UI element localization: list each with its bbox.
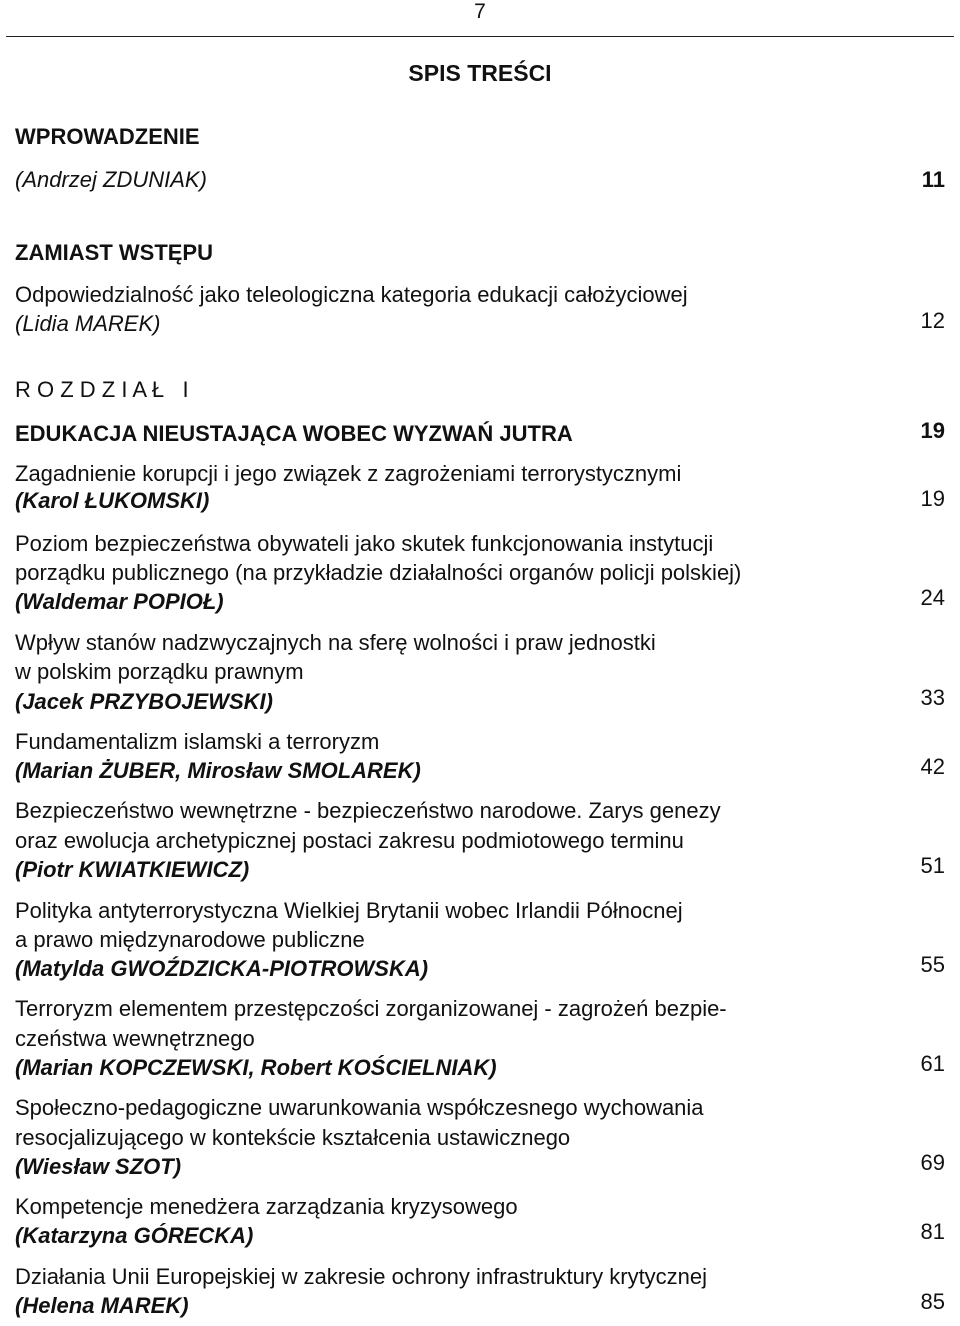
toc-entry-title: Polityka antyterrorystyczna Wielkiej Brytanii wobec Irlandii Północnej [15, 898, 683, 923]
toc-author: (Karol ŁUKOMSKI) [15, 488, 210, 513]
toc-entry-title: Fundamentalizm islamski a terroryzm [15, 729, 380, 754]
toc-author: (Marian KOPCZEWSKI, Robert KOŚCIELNIAK) [15, 1055, 497, 1080]
toc-entry-title: Odpowiedzialność jako teleologiczna kategoria edukacji całożyciowej [15, 282, 688, 307]
toc-entry-title: a prawo międzynarodowe publiczne [15, 927, 365, 952]
toc-entry-title: porządku publicznego (na przykładzie działalności organów policji polskiej) [15, 560, 742, 585]
toc-entry-title: oraz ewolucja archetypicznej postaci zakresu podmiotowego terminu [15, 828, 684, 853]
toc-page-number: 51 [920, 853, 945, 878]
toc-entry-title: w polskim porządku prawnym [15, 659, 304, 684]
toc-page-number: 19 [920, 418, 945, 443]
toc-page-number: 33 [920, 685, 945, 710]
toc-entry-title: Społeczno-pedagogiczne uwarunkowania współczesnego wychowania [15, 1095, 704, 1120]
toc-author: (Piotr KWIATKIEWICZ) [15, 857, 250, 882]
toc-page-number: 69 [920, 1150, 945, 1175]
toc-section-title: WPROWADZENIE [15, 124, 200, 149]
toc-entry-title: Kompetencje menedżera zarządzania kryzysowego [15, 1194, 518, 1219]
toc-page-number: 12 [920, 308, 945, 333]
toc-page-number: 81 [920, 1219, 945, 1244]
toc-entry-title: Terroryzm elementem przestępczości zorganizowanej - zagrożeń bezpie- [15, 996, 727, 1021]
page-title: SPIS TREŚCI [408, 60, 552, 86]
toc-page-number: 11 [921, 167, 945, 192]
toc-author: (Wiesław SZOT) [15, 1154, 182, 1179]
chapter-title: EDUKACJA NIEUSTAJĄCA WOBEC WYZWAŃ JUTRA [15, 421, 573, 446]
toc-entry-title: Bezpieczeństwo wewnętrzne - bezpieczeństwo narodowe. Zarys genezy [15, 798, 721, 823]
toc-author: (Jacek PRZYBOJEWSKI) [15, 689, 273, 714]
toc-page-number: 42 [920, 754, 945, 779]
toc-entry-title: Działania Unii Europejskiej w zakresie ochrony infrastruktury krytycznej [15, 1264, 708, 1289]
toc-entry-title: resocjalizującego w kontekście kształcenia ustawicznego [15, 1125, 571, 1150]
toc-author: (Marian ŻUBER, Mirosław SMOLAREK) [15, 758, 421, 783]
toc-author: (Waldemar POPIOŁ) [15, 589, 224, 614]
toc-entry-title: czeństwa wewnętrznego [15, 1026, 255, 1051]
toc-page-number: 61 [920, 1051, 945, 1076]
toc-page-number: 19 [920, 486, 945, 511]
page-number: 7 [474, 0, 486, 23]
toc-page-number: 85 [920, 1289, 945, 1314]
toc-author: (Lidia MAREK) [15, 311, 161, 336]
chapter-label: R O Z D Z I A Ł I [15, 377, 189, 402]
toc-author: (Katarzyna GÓRECKA) [15, 1223, 254, 1248]
toc-entry-title: Poziom bezpieczeństwa obywateli jako skutek funkcjonowania instytucji [15, 531, 714, 556]
toc-page-number: 55 [920, 952, 945, 977]
toc-author: (Matylda GWOŹDZICKA-PIOTROWSKA) [15, 956, 429, 981]
toc-entry-title: Wpływ stanów nadzwyczajnych na sferę wolności i praw jednostki [15, 630, 656, 655]
toc-author: (Helena MAREK) [15, 1293, 189, 1318]
toc-section-title: ZAMIAST WSTĘPU [15, 240, 213, 265]
toc-entry-title: Zagadnienie korupcji i jego związek z zagrożeniami terrorystycznymi [15, 461, 682, 486]
toc-author: (Andrzej ZDUNIAK) [15, 167, 207, 192]
toc-page-number: 24 [920, 585, 945, 610]
top-rule [6, 36, 954, 37]
